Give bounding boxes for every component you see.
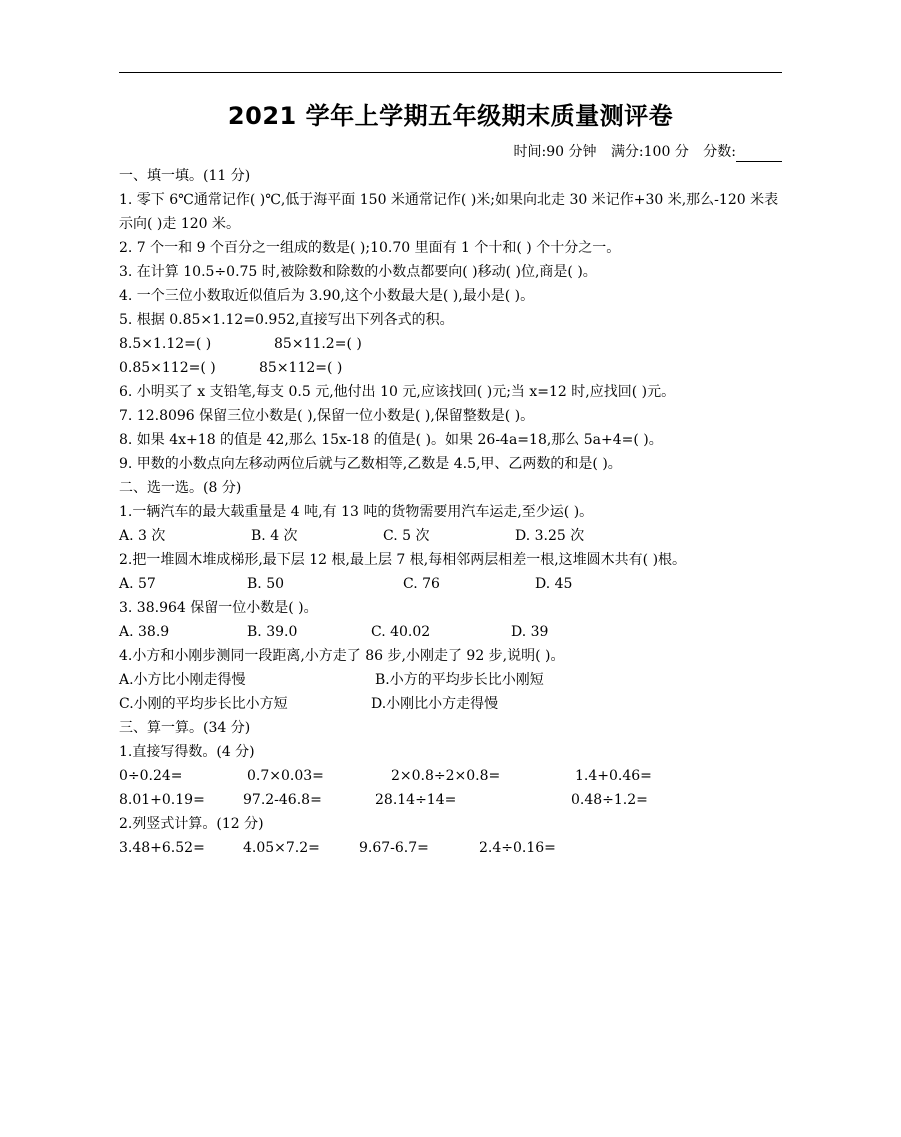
calc-item: 8.01+0.19=	[119, 792, 205, 808]
option-d: D.小刚比小方走得慢	[371, 696, 499, 712]
q5-item-b: 85×11.2=( )	[274, 336, 362, 352]
option-a: A.小方比小刚走得慢	[119, 672, 246, 688]
page-title: 2021 学年上学期五年级期末质量测评卷	[227, 102, 674, 130]
option-d: D. 45	[535, 576, 573, 592]
section-2-heading: 二、选一选。(8 分)	[119, 480, 242, 496]
s1-question-5: 5. 根据 0.85×1.12=0.952,直接写出下列各式的积。	[119, 312, 454, 328]
score-blank	[736, 147, 782, 162]
q5-item-d: 85×112=( )	[259, 360, 343, 376]
s1-question-7: 7. 12.8096 保留三位小数是( ),保留一位小数是( ),保留整数是( )。	[119, 408, 535, 424]
option-b: B. 50	[247, 576, 285, 592]
score-text: 分数:	[703, 144, 736, 160]
q5-item-c: 0.85×112=( )	[119, 360, 216, 376]
calc-item: 1.4+0.46=	[575, 768, 652, 784]
s1-question-5-row-2	[119, 356, 787, 380]
calc-item: 0.7×0.03=	[247, 768, 324, 784]
q5-item-a: 8.5×1.12=( )	[119, 336, 212, 352]
calc-item: 3.48+6.52=	[119, 840, 205, 856]
time-label: 时间:90 分钟	[513, 144, 597, 160]
s2-question-4-options-row-2	[119, 692, 787, 716]
calc-item: 2×0.8÷2×0.8=	[391, 768, 501, 784]
s1-question-2: 2. 7 个一和 9 个百分之一组成的数是( );10.70 里面有 1 个十和( ) 个十分之一。	[119, 240, 621, 256]
option-c: C. 40.02	[371, 624, 431, 640]
s1-question-1: 1. 零下 6℃通常记作( )℃,低于海平面 150 米通常记作( )米;如果向北走 30 米记作+30 米,那么-120 米表示向( )走 120 米。	[119, 192, 779, 232]
option-b: B.小方的平均步长比小刚短	[375, 672, 544, 688]
exam-content	[119, 164, 787, 860]
s1-question-6: 6. 小明买了 x 支铅笔,每支 0.5 元,他付出 10 元,应该找回( )元;当 x=12 时,应找回( )元。	[119, 384, 676, 400]
s1-question-5-row-1	[119, 332, 787, 356]
option-d: D. 39	[511, 624, 549, 640]
s1-question-4: 4. 一个三位小数取近似值后为 3.90,这个小数最大是( ),最小是( )。	[119, 288, 535, 304]
calc-item: 0÷0.24=	[119, 768, 183, 784]
s3-part-1: 1.直接写得数。(4 分)	[119, 744, 255, 760]
section-3-heading: 三、算一算。(34 分)	[119, 720, 251, 736]
s3-part-2: 2.列竖式计算。(12 分)	[119, 816, 264, 832]
s3-part-1-row-1	[119, 764, 787, 788]
section-1-heading: 一、填一填。(11 分)	[119, 168, 251, 184]
option-a: A. 3 次	[119, 528, 166, 544]
option-b: B. 4 次	[251, 528, 298, 544]
option-b: B. 39.0	[247, 624, 298, 640]
calc-item: 97.2-46.8=	[243, 792, 322, 808]
full-score-label: 满分:100 分	[610, 144, 689, 160]
calc-item: 4.05×7.2=	[243, 840, 320, 856]
s2-question-3-options	[119, 620, 787, 644]
score-label	[703, 144, 782, 160]
option-a: A. 57	[119, 576, 156, 592]
s2-question-3: 3. 38.964 保留一位小数是( )。	[119, 600, 318, 616]
calc-item: 28.14÷14=	[375, 792, 457, 808]
s2-question-1-options	[119, 524, 787, 548]
s3-part-2-row-1	[119, 836, 787, 860]
calc-item: 9.67-6.7=	[359, 840, 429, 856]
exam-meta	[504, 142, 783, 162]
option-d: D. 3.25 次	[515, 528, 585, 544]
s1-question-8: 8. 如果 4x+18 的值是 42,那么 15x-18 的值是( )。如果 26-4a=18,那么 5a+4=( )。	[119, 432, 663, 448]
s2-question-1: 1.一辆汽车的最大载重量是 4 吨,有 13 吨的货物需要用汽车运走,至少运( )。	[119, 504, 594, 520]
calc-item: 0.48÷1.2=	[571, 792, 648, 808]
s2-question-4-options-row-1	[119, 668, 787, 692]
s1-question-9: 9. 甲数的小数点向左移动两位后就与乙数相等,乙数是 4.5,甲、乙两数的和是( )。	[119, 456, 622, 472]
s2-question-4: 4.小方和小刚步测同一段距离,小方走了 86 步,小刚走了 92 步,说明( )。	[119, 648, 565, 664]
s2-question-2-options	[119, 572, 787, 596]
option-c: C. 76	[403, 576, 440, 592]
s2-question-2: 2.把一堆圆木堆成梯形,最下层 12 根,最上层 7 根,每相邻两层相差一根,这堆圆木共有( )根。	[119, 552, 687, 568]
header-rule	[119, 72, 782, 73]
option-c: C.小刚的平均步长比小方短	[119, 696, 288, 712]
calc-item: 2.4÷0.16=	[479, 840, 556, 856]
s3-part-1-row-2	[119, 788, 787, 812]
option-c: C. 5 次	[383, 528, 430, 544]
option-a: A. 38.9	[119, 624, 170, 640]
s1-question-3: 3. 在计算 10.5÷0.75 时,被除数和除数的小数点都要向( )移动( )位,商是( )。	[119, 264, 597, 280]
